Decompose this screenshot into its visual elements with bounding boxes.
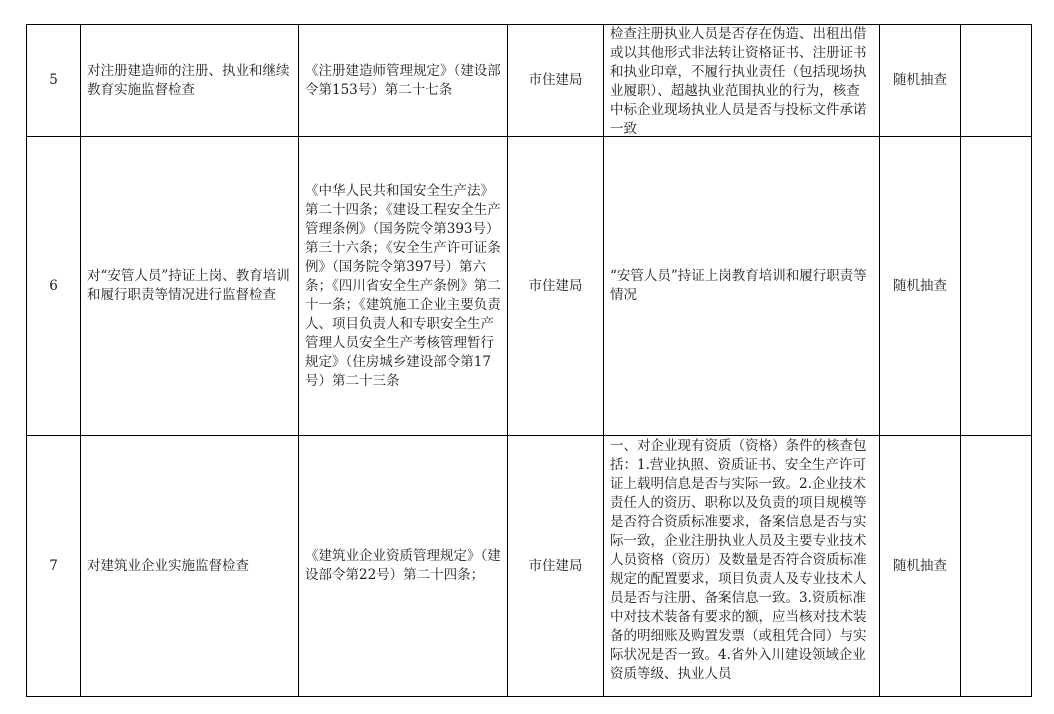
inspection-item: 对注册建造师的注册、执业和继续教育实施监督检查: [81, 25, 299, 137]
row-number: 6: [27, 137, 81, 436]
extra-cell: [961, 137, 1032, 436]
inspection-content: 检查注册执业人员是否存在伪造、出租出借或以其他形式非法转让资格证书、注册证书和执业印章，不履行执业责任（包括现场执业履职）、超越执业范围执业的行为，核查中标企业现场执业人员是否与投标文件承诺一致: [610, 26, 867, 136]
department: 市住建局: [508, 137, 604, 436]
table-row: [27, 25, 1032, 137]
table-row: [27, 137, 1032, 436]
inspection-method: 随机抽查: [880, 137, 961, 436]
inspection-content-cell: [604, 436, 880, 697]
row-number: 7: [27, 436, 81, 697]
table-row: [27, 436, 1032, 697]
department: 市住建局: [508, 25, 604, 137]
row-number: 5: [27, 25, 81, 137]
extra-cell: [961, 25, 1032, 137]
extra-cell: [961, 436, 1032, 697]
legal-basis: 《中华人民共和国安全生产法》第二十四条；《建设工程安全生产管理条例》（国务院令第393号）第三十六条；《安全生产许可证条例》（国务院令第397号）第六条；《四川省安全生产条例》第二十一条；《建筑施工企业主要负责人、项目负责人和专职安全生产管理人员安全生产考核管理暂行规定》（住房城乡建设部令第17号）第二十三条: [299, 137, 508, 436]
inspection-item: 对建筑业企业实施监督检查: [81, 436, 299, 697]
legal-basis: 《注册建造师管理规定》（建设部令第153号）第二十七条: [299, 25, 508, 137]
inspection-content: 一、对企业现有资质（资格）条件的核查包括：1.营业执照、资质证书、安全生产许可证上载明信息是否与实际一致。2.企业技术责任人的资历、职称以及负责的项目规模等是否符合资质标准要求，备案信息是否与实际一致，企业注册执业人员及主要专业技术人员资格（资历）及数量是否符合资质标准规定的配置要求，项目负责人及专业技术人员是否与注册、备案信息一致。3.资质标准中对技术装备有要求的额，应当核对技术装备的明细账及购置发票（或租凭合同）与实际状况是否一致。4.省外入川建设领域企业资质等级、执业人员: [610, 437, 867, 682]
supervision-table: [26, 24, 1032, 697]
inspection-content-cell: [604, 25, 880, 137]
inspection-method: 随机抽查: [880, 25, 961, 137]
legal-basis: 《建筑业企业资质管理规定》（建设部令第22号）第二十四条；: [299, 436, 508, 697]
inspection-method: 随机抽查: [880, 436, 961, 697]
inspection-item: 对“安管人员”持证上岗、教育培训和履行职责等情况进行监督检查: [81, 137, 299, 436]
department: 市住建局: [508, 436, 604, 697]
inspection-content: “安管人员”持证上岗教育培训和履行职责等情况: [604, 137, 880, 436]
